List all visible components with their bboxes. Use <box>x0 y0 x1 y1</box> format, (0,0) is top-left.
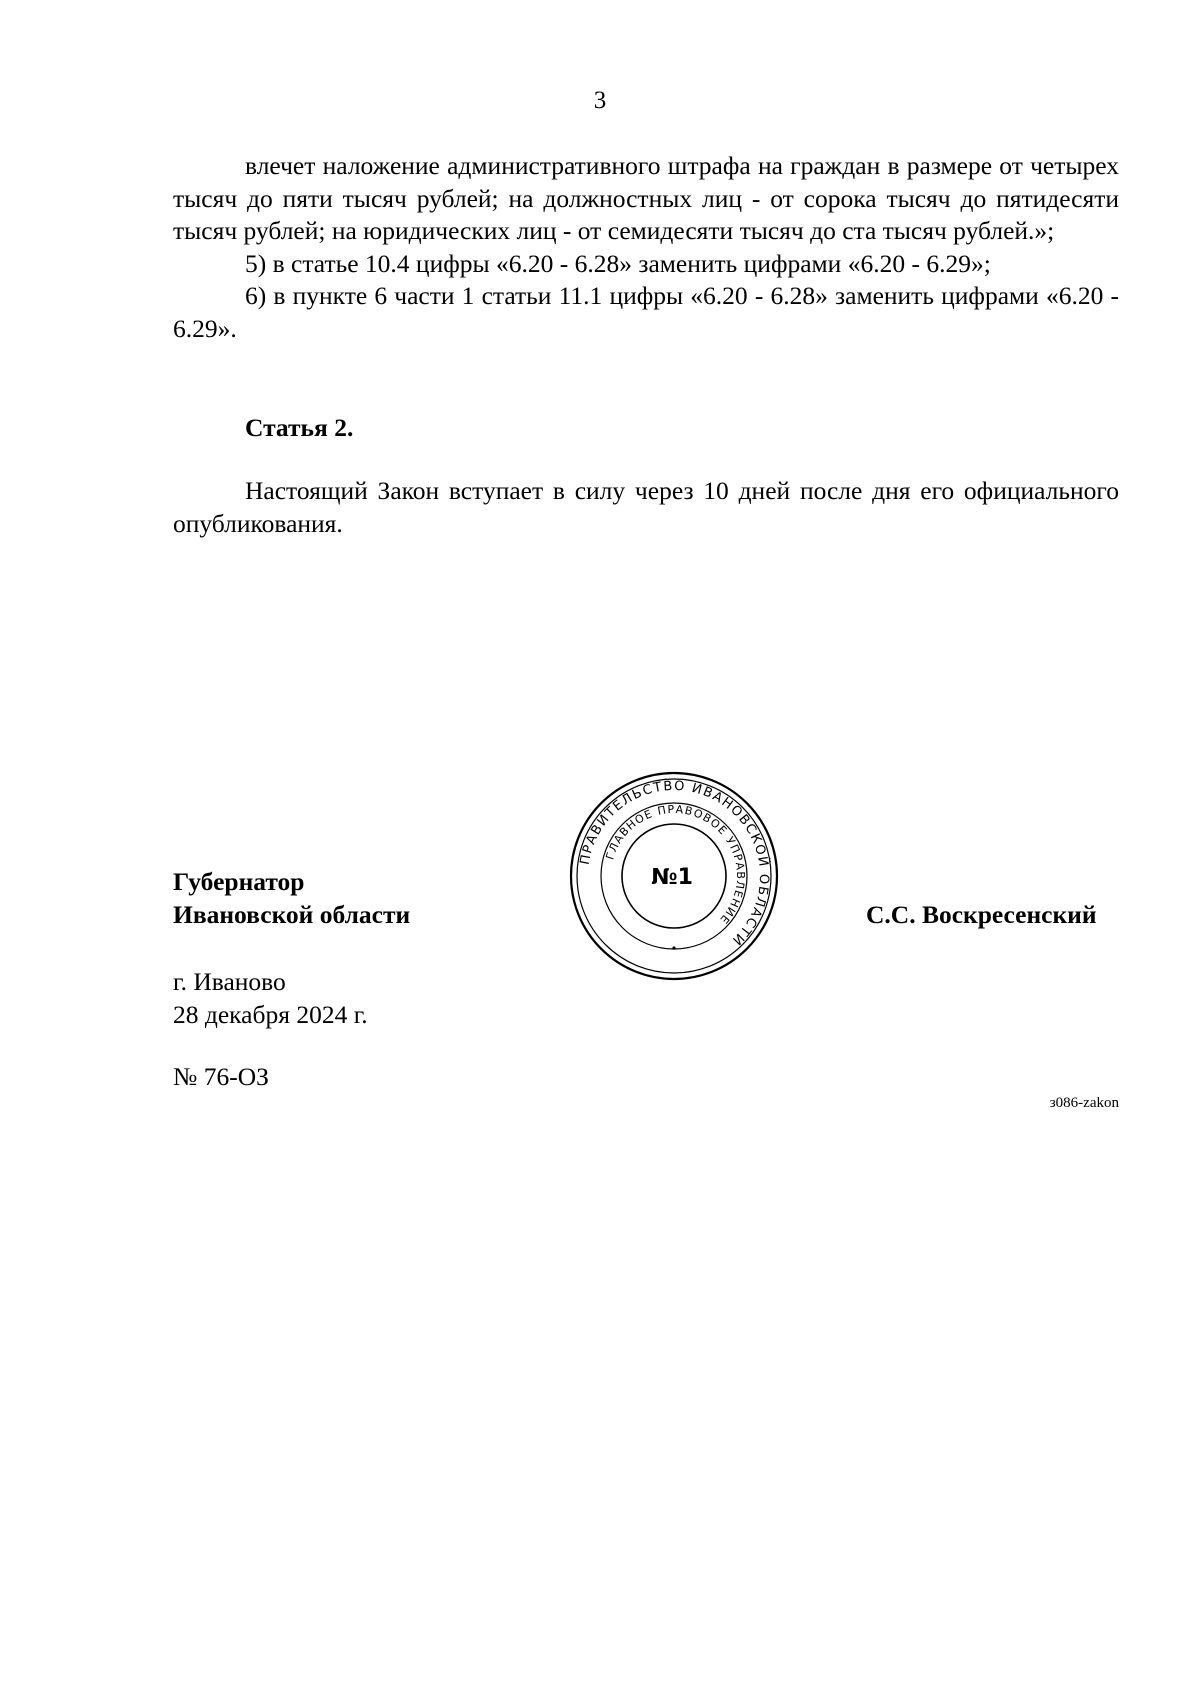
article-2-heading: Статья 2. <box>245 413 354 442</box>
page-number: 3 <box>593 87 607 114</box>
signatory-title <box>173 865 410 931</box>
signatory-title-line-1: Губернатор <box>173 867 305 896</box>
signing-date: 28 декабря 2024 г. <box>173 1000 368 1029</box>
place-and-date <box>173 965 368 1031</box>
seal-stamp-graphic <box>568 770 780 982</box>
seal-outer-text: ПРАВИТЕЛЬСТВО ИВАНОВСКОЙ ОБЛАСТИ <box>577 778 772 949</box>
signing-place: г. Иваново <box>173 967 286 996</box>
document-code: з086-zakon <box>1049 1095 1119 1111</box>
law-number: № 76-ОЗ <box>173 1062 269 1091</box>
article-2-text: Настоящий Закон вступает в силу через 10 дней после дня его официального опубликования. <box>173 476 1119 538</box>
amendment-text <box>173 150 1119 345</box>
seal-dot <box>672 946 675 949</box>
paragraph-item-5: 5) в статье 10.4 цифры «6.20 - 6.28» заменить цифрами «6.20 - 6.29»; <box>245 248 991 278</box>
seal-center-number: №1 <box>651 865 693 890</box>
signatory-title-line-2: Ивановской области <box>173 900 411 929</box>
article-2-body <box>173 475 1119 540</box>
paragraph-fine-clause: влечет наложение административного штрафа на граждан в размере от четырех тысяч до пяти тысяч рублей; на должностных лиц - от сорока тысяч до пятидесяти тысяч рублей; на юридических лиц - от семидесяти тысяч до ста тысяч рублей.»; <box>173 151 1119 245</box>
signatory-name: С.С. Воскресенский <box>866 900 1097 929</box>
paragraph-item-6: 6) в пункте 6 части 1 статьи 11.1 цифры «6.20 - 6.28» заменить цифрами «6.20 - 6.29». <box>173 281 1119 343</box>
official-seal <box>568 770 780 982</box>
seal-inner-text: ГЛАВНОЕ ПРАВОВОЕ УПРАВЛЕНИЕ <box>603 802 748 927</box>
